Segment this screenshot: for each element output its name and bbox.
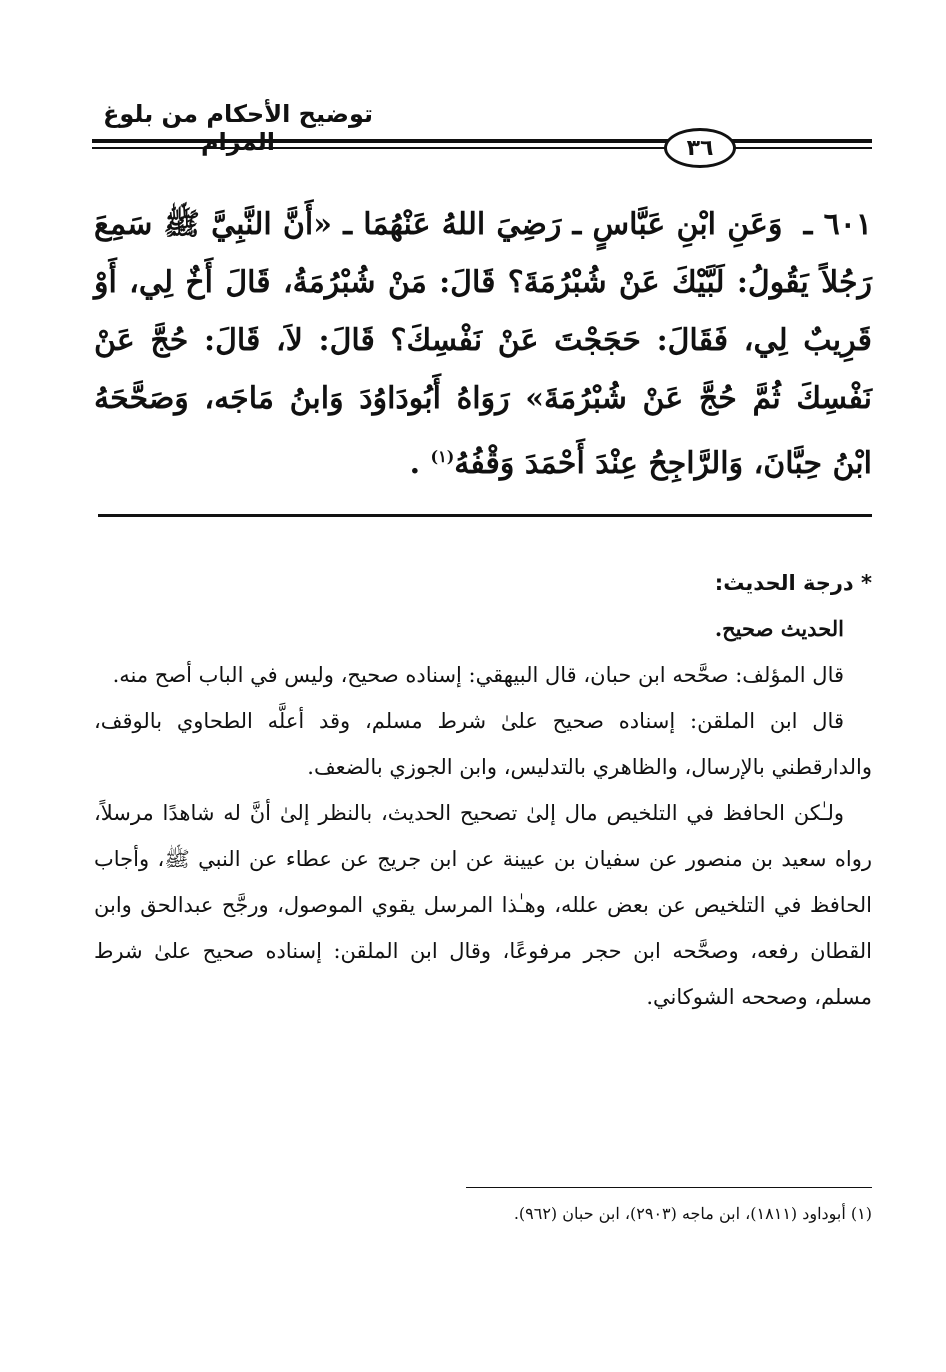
footnote-ref: (١) <box>430 447 455 466</box>
page-number-text: ٣٦ <box>686 135 714 161</box>
hadith-text: وَعَنِ ابْنِ عَبَّاسٍ ـ رَضِيَ اللهُ عَنْهُمَا ـ «أَنَّ النَّبِيَّ ﷺ سَمِعَ رَجُلاً يَقُولُ: لَبَّيْكَ عَنْ شُبْرُمَةَ؟ قَالَ: مَنْ شُبْرُمَةُ، قَالَ أَخٌ لِي، أَوْ قَرِيبٌ لِي، فَقَالَ: حَجَجْتَ عَنْ نَفْسِكَ؟ قَالَ: لاَ، قَالَ: حُجَّ عَنْ نَفْسِكَ ثُمَّ حُجَّ عَنْ شُبْرُمَةَ» رَوَاهُ أَبُودَاوُدَ وَابنُ مَاجَه، وَصَحَّحَهُ ابْنُ حِبَّانَ، وَالرَّاجِحُ عِنْدَ أَحْمَدَ وَقْفُهُ <box>94 207 873 481</box>
section-divider <box>98 514 872 517</box>
header-rule-bottom <box>92 147 872 149</box>
hadith-block <box>94 196 872 493</box>
paragraph: قال ابن الملقن: إسناده صحيح علىٰ شرط مسلم، وقد أعلَّه الطحاوي بالوقف، والدارقطني بالإرسال، والظاهري بالتدليس، وابن الجوزي بالضعف. <box>94 709 872 779</box>
paragraph: قال المؤلف: صحَّحه ابن حبان، قال البيهقي: إسناده صحيح، وليس في الباب أصح منه. <box>112 663 844 687</box>
header-rule-top <box>92 139 872 143</box>
footnote-rule <box>466 1187 872 1188</box>
paragraph: ولـٰكن الحافظ في التلخيص مال إلىٰ تصحيح الحديث، بالنظر إلىٰ أنَّ له شاهدًا مرسلاً، رواه سعيد بن منصور عن سفيان بن عيينة عن ابن جريج عن عطاء عن النبي ﷺ، وأجاب الحافظ في التلخيص عن بعض علله، وهـٰذا المرسل يقوي الموصول، ورجَّح عبدالحق وابن القطان رفعه، وصحَّحه ابن حجر مرفوعًا، وقال ابن الملقن: إسناده صحيح علىٰ شرط مسلم، وصححه الشوكاني. <box>94 801 872 1009</box>
hadith-end: . <box>409 446 421 481</box>
page-number <box>664 128 736 168</box>
commentary <box>94 560 872 1020</box>
grade-verdict: الحديث صحيح. <box>714 616 844 641</box>
section-heading: * درجة الحديث: <box>714 571 872 595</box>
footnote: (١) أبوداود (١٨١١)، ابن ماجه (٢٩٠٣)، ابن حبان (٩٦٢). <box>513 1204 872 1223</box>
hadith-number: ٦٠١ ـ <box>803 207 872 242</box>
book-title: توضيح الأحكام من بلوغ <box>102 100 374 128</box>
